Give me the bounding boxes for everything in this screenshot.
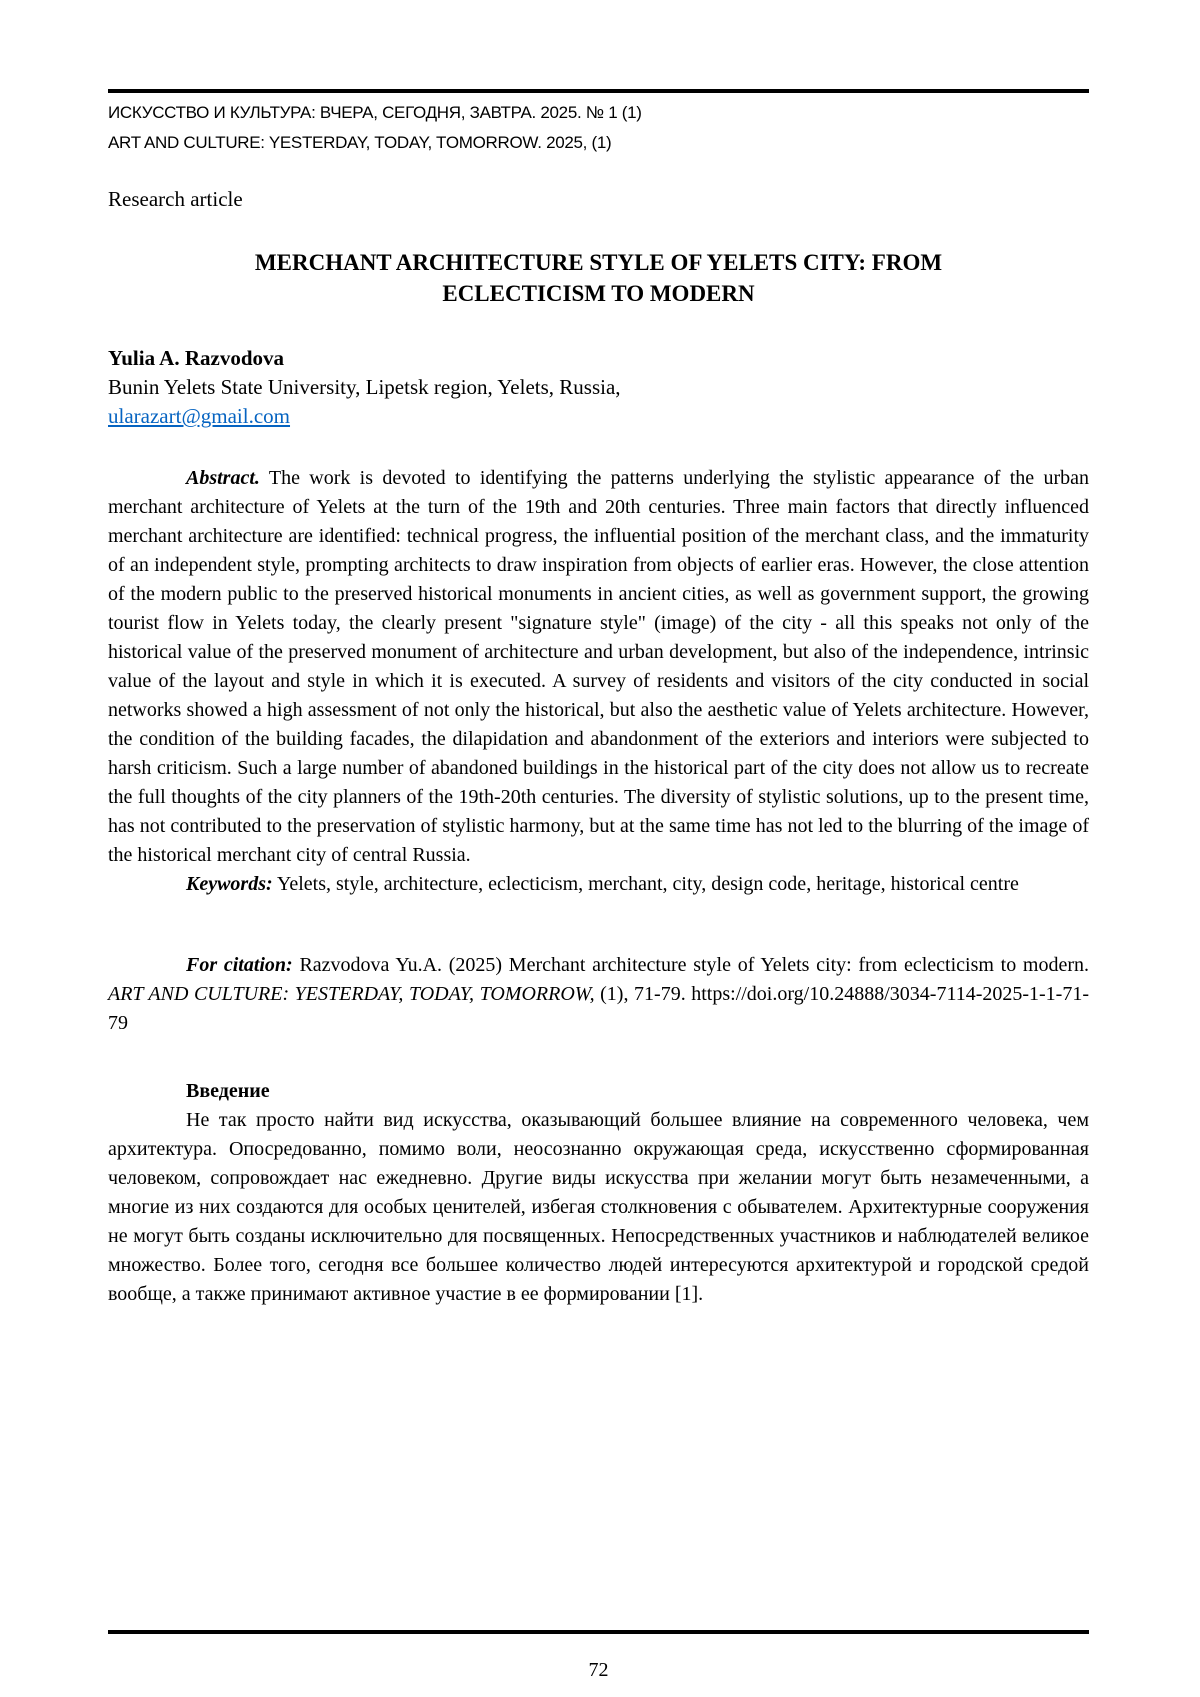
abstract-paragraph <box>108 464 1089 870</box>
article-type-label: Research article <box>108 187 243 211</box>
article-title-line-1: MERCHANT ARCHITECTURE STYLE OF YELETS CITY: FROM <box>254 250 943 275</box>
paper-page <box>0 89 1200 1697</box>
citation-paragraph <box>108 951 1089 1038</box>
citation-label: For citation: <box>186 954 293 976</box>
citation-journal-name: ART AND CULTURE: YESTERDAY, TODAY, TOMORROW, <box>108 983 595 1005</box>
introduction-heading: Введение <box>186 1080 270 1102</box>
page-number: 72 <box>588 1659 609 1681</box>
author-name: Yulia A. Razvodova <box>108 346 285 370</box>
author-email-line <box>108 402 1089 431</box>
author-affiliation: Bunin Yelets State University, Lipetsk region, Yelets, Russia, <box>108 375 621 399</box>
keywords-paragraph <box>108 870 1089 899</box>
journal-header <box>108 98 1089 158</box>
header-top-rule <box>108 89 1089 93</box>
journal-title-en: ART AND CULTURE: YESTERDAY, TODAY, TOMORROW. 2025, (1) <box>108 133 612 152</box>
keywords-label: Keywords: <box>186 873 273 895</box>
keywords-text: Yelets, style, architecture, eclecticism, merchant, city, design code, heritage, historical centre <box>272 873 1019 895</box>
citation-text-before: Razvodova Yu.A. (2025) Merchant architecture style of Yelets city: from eclecticism to modern. <box>292 954 1089 976</box>
author-block <box>108 344 1089 431</box>
article-title <box>108 247 1089 309</box>
journal-title-ru: ИСКУССТВО И КУЛЬТУРА: ВЧЕРА, СЕГОДНЯ, ЗАВТРА. 2025. № 1 (1) <box>108 103 642 122</box>
abstract-label: Abstract. <box>186 467 260 489</box>
introduction-paragraph: Не так просто найти вид искусства, оказывающий большее влияние на современного человека, чем архитектура. Опосредованно, помимо воли, неосознанно окружающая среда, искусственно сформированная человеком, сопровождает нас ежедневно. Другие виды искусства при желании могут быть незамеченными, а многие из них создаются для особых ценителей, избегая столкновения с обывателем. Архитектурные сооружения не могут быть созданы исключительно для посвященных. Непосредственных участников и наблюдателей великое множество. Более того, сегодня все большее количество людей интересуются архитектурой и городской средой вообще, а также принимают активное участие в ее формировании [1]. <box>108 1109 1089 1305</box>
article-title-line-2: ECLECTICISM TO MODERN <box>442 281 755 306</box>
citation-text-after: (1), 71-79. https://doi.org/10.24888/3034-7114-2025-1-1-71-79 <box>108 983 1089 1034</box>
abstract-text: The work is devoted to identifying the patterns underlying the stylistic appearance of the urban merchant architecture of Yelets at the turn of the 19th and 20th centuries. Three main factors that directly influenced merchant architecture are identified: technical progress, the influential position of the merchant class, and the immaturity of an independent style, prompting architects to draw inspiration from objects of earlier eras. However, the close attention of the modern public to the preserved historical monuments in ancient cities, as well as government support, the growing tourist flow in Yelets today, the clearly present "signature style" (image) of the city - all this speaks not only of the historical value of the preserved monument of architecture and urban development, but also of the independence, intrinsic value of the layout and style in which it is executed. A survey of residents and visitors of the city conducted in social networks showed a high assessment of not only the historical, but also the aesthetic value of Yelets architecture. However, the condition of the building facades, the dilapidation and abandonment of the exteriors and interiors were subjected to harsh criticism. Such a large number of abandoned buildings in the historical part of the city does not allow us to recreate the full thoughts of the city planners of the 19th-20th centuries. The diversity of stylistic solutions, up to the present time, has not contributed to the preservation of stylistic harmony, but at the same time has not led to the blurring of the image of the historical merchant city of central Russia. <box>108 467 1089 866</box>
author-email-link[interactable]: ularazart@gmail.com <box>108 404 291 428</box>
footer-rule <box>108 1630 1089 1634</box>
